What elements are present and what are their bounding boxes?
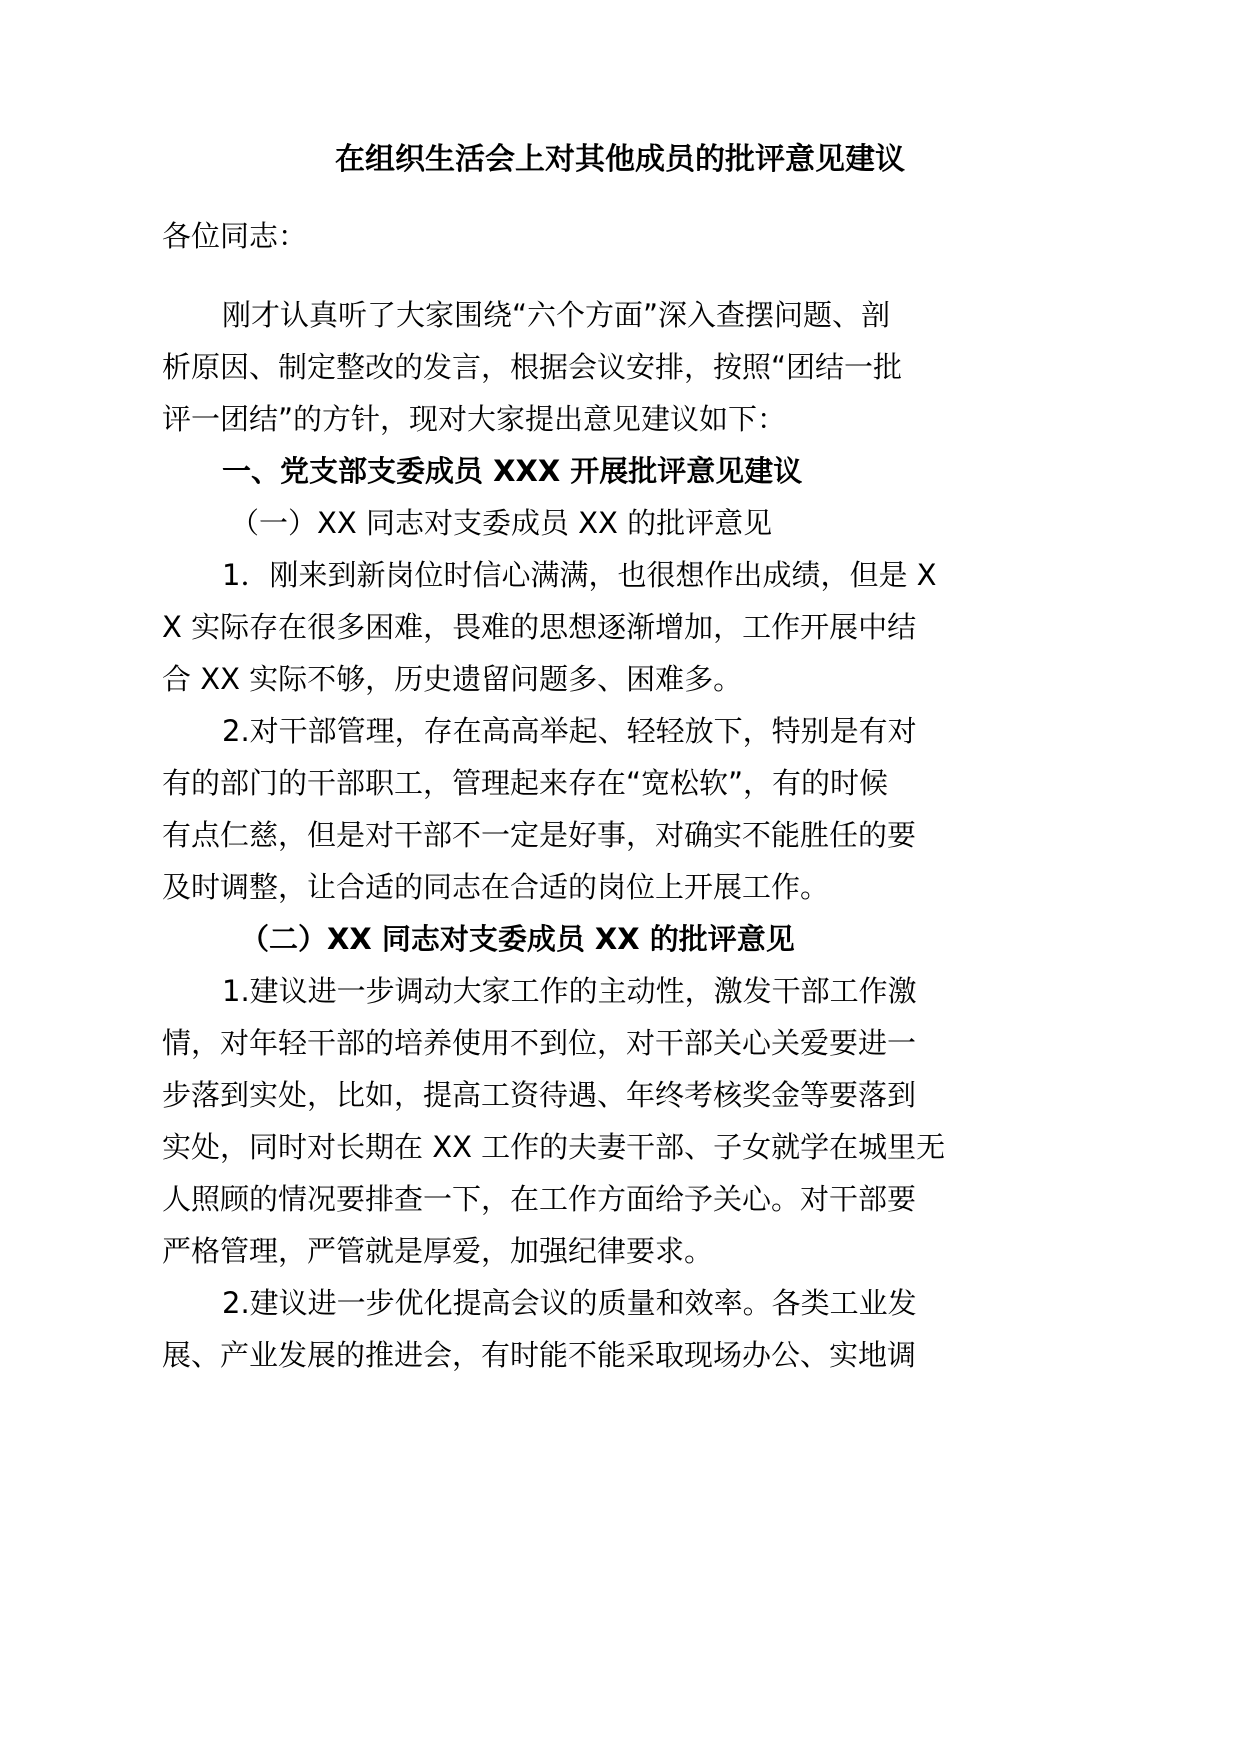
sub1-item2-line-4: 及时调整，让合适的同志在合适的岗位上开展工作。 <box>162 870 830 904</box>
sub1-item2-line-3: 有点仁慈，但是对干部不一定是好事，对确实不能胜任的要 <box>162 818 917 852</box>
sub1-item1-line-2: X 实际存在很多困难，畏难的思想逐渐增加，工作开展中结 <box>162 610 917 644</box>
document-title: 在组织生活会上对其他成员的批评意见建议 <box>335 142 905 177</box>
sub2-item1-line-3: 步落到实处，比如，提高工资待遇、年终考核奖金等要落到 <box>162 1078 917 1112</box>
subsection-2-heading: （二）XX 同志对支委成员 XX 的批评意见 <box>240 922 795 956</box>
intro-line-1: 刚才认真听了大家围绕“六个方面”深入查摆问题、剖 <box>222 298 891 332</box>
sub2-item1-line-4: 实处，同时对长期在 XX 工作的夫妻干部、子女就学在城里无 <box>162 1130 946 1164</box>
salutation: 各位同志： <box>162 219 308 253</box>
sub1-item1-line-1: 1．刚来到新岗位时信心满满，也很想作出成绩，但是 X <box>222 558 937 592</box>
sub1-item2-line-2: 有的部门的干部职工，管理起来存在“宽松软”，有的时候 <box>162 766 889 800</box>
intro-line-2: 析原因、制定整改的发言，根据会议安排，按照“团结一批 <box>162 350 903 384</box>
section-1-heading: 一、党支部支委成员 XXX 开展批评意见建议 <box>222 454 803 488</box>
sub2-item2-line-1: 2.建议进一步优化提高会议的质量和效率。各类工业发 <box>222 1286 917 1320</box>
sub1-item2-line-1: 2.对干部管理，存在高高举起、轻轻放下，特别是有对 <box>222 714 917 748</box>
sub1-item1-line-3: 合 XX 实际不够，历史遗留问题多、困难多。 <box>162 662 743 696</box>
intro-line-3: 评一团结”的方针，现对大家提出意见建议如下： <box>162 402 787 436</box>
subsection-1-heading: （一）XX 同志对支委成员 XX 的批评意见 <box>230 506 773 540</box>
sub2-item1-line-1: 1.建议进一步调动大家工作的主动性，激发干部工作激 <box>222 974 917 1008</box>
sub2-item1-line-6: 严格管理，严管就是厚爱，加强纪律要求。 <box>162 1234 714 1268</box>
sub2-item1-line-5: 人照顾的情况要排查一下，在工作方面给予关心。对干部要 <box>162 1182 917 1216</box>
sub2-item1-line-2: 情，对年轻干部的培养使用不到位，对干部关心关爱要进一 <box>162 1026 917 1060</box>
sub2-item2-line-2: 展、产业发展的推进会，有时能不能采取现场办公、实地调 <box>162 1338 917 1372</box>
